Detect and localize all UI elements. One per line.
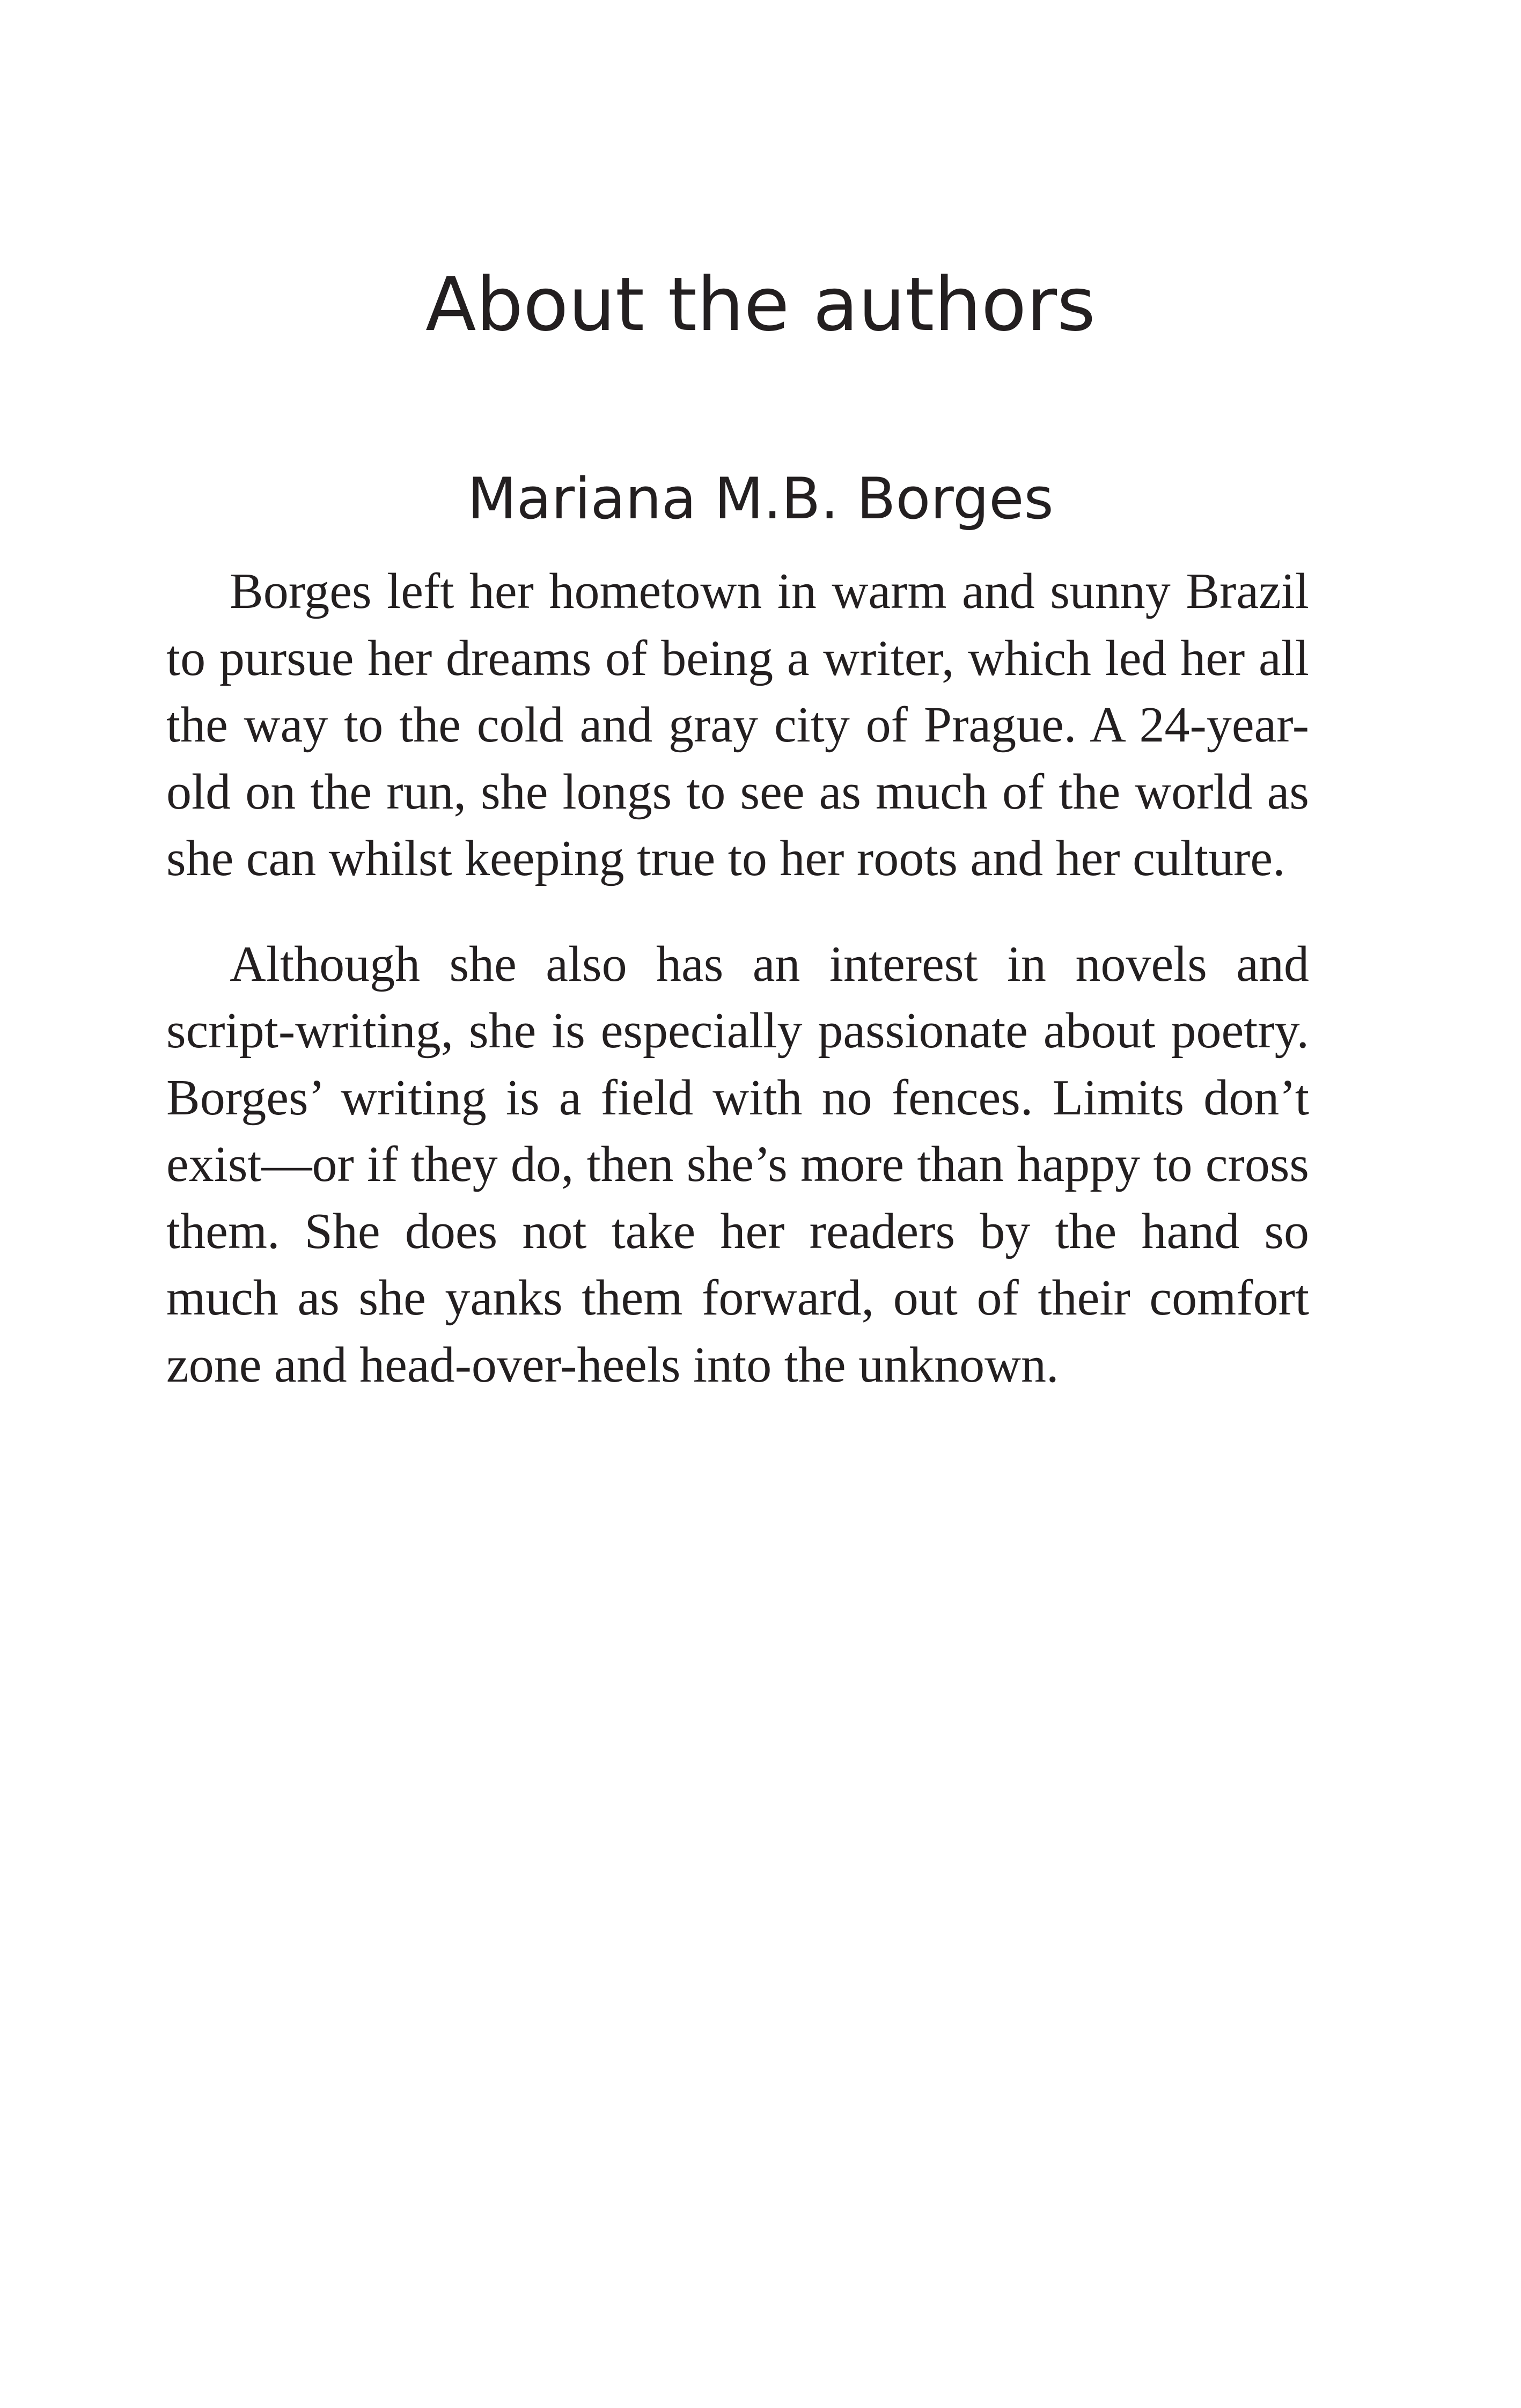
bio-paragraph: Borges left her hometown in warm and sunny Brazil to pursue her dreams of being a writer, which led her all the way to the cold and gray city of Prague. A 24-year-old on the run, she longs to see as much of the world as she can whilst keeping true to her roots and her culture. (166, 563, 1309, 886)
page-title: About the authors (425, 261, 1096, 348)
author-name: Mariana M.B. Borges (467, 466, 1054, 532)
bio-paragraph: Although she also has an interest in novels and script-writing, she is especially passionate about poetry. Borges’ writing is a field with no fences. Limits don’t exist—or if they do, then she’s more than happy to cross them. She does not take her readers by the hand so much as she yanks them forward, out of their comfort zone and head-over-heels into the unknown. (166, 936, 1309, 1393)
author-bio (166, 558, 1309, 1398)
